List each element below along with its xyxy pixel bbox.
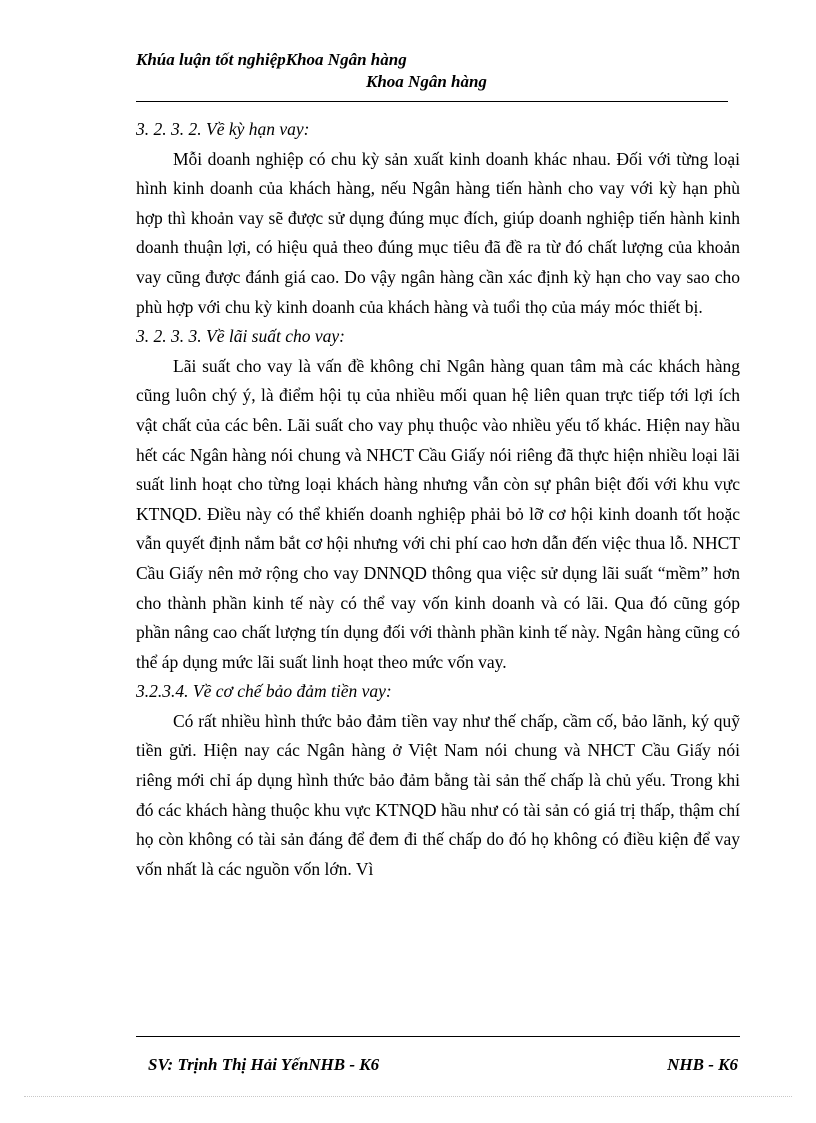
- footer-divider: [136, 1036, 740, 1037]
- footer-class: NHB - K6: [667, 1055, 738, 1074]
- footer-student: SV: Trịnh Thị Hải YếnNHB - K6: [148, 1055, 380, 1074]
- section-paragraph-lai-suat: Lãi suất cho vay là vấn đề không chỉ Ngân hàng quan tâm mà các khách hàng cũng luôn chý ý, là điểm hội tụ của nhiều mối quan hệ liên quan trực tiếp tới lợi ích vật chất của các bên. Lãi suất cho vay phụ thuộc vào nhiều yếu tố khác. Hiện nay hầu hết các Ngân hàng nói chung và NHCT Cầu Giấy nói riêng đã thực hiện nhiều loại lãi suất linh hoạt cho từng loại khách hàng nhưng vẫn còn sự phân biệt đối với khu vực KTNQD. Điều này có thể khiến doanh nghiệp phải bỏ lỡ cơ hội kinh doanh tốt hoặc vẫn quyết định nắm bắt cơ hội nhưng với chi phí cao hơn dẫn đến việc thua lỗ. NHCT Cầu Giấy nên mở rộng cho vay DNNQD thông qua việc sử dụng lãi suất “mềm” hơn cho thành phần kinh tế này có thể vay vốn kinh doanh và có lãi. Qua đó cũng góp phần nâng cao chất lượng tín dụng đối với thành phần kinh tế này. Ngân hàng cũng có thể áp dụng mức lãi suất linh hoạt theo mức vốn vay.: [136, 355, 740, 672]
- header-subtitle: Khoa Ngân hàng: [366, 72, 487, 91]
- section-paragraph-ky-han-vay: Mỗi doanh nghiệp có chu kỳ sản xuất kinh doanh khác nhau. Đối với từng loại hình kinh doanh của khách hàng, nếu Ngân hàng tiến hành cho vay với kỳ hạn phù hợp thì khoản vay sẽ được sử dụng đúng mục đích, giúp doanh nghiệp tiến hành kinh doanh thuận lợi, có hiệu quả theo đúng mục tiêu đã đề ra từ đó chất lượng của khoản vay cũng được đánh giá cao. Do vậy ngân hàng cần xác định kỳ hạn cho vay sao cho phù hợp với chu kỳ kinh doanh của khách hàng và tuổi thọ của máy móc thiết bị.: [136, 148, 740, 317]
- section-heading-bao-dam-tien-vay: 3.2.3.4. Về cơ chế bảo đảm tiền vay:: [136, 681, 392, 702]
- page-edge-divider: [24, 1096, 792, 1097]
- header-divider: [136, 101, 728, 102]
- header-title: Khúa luận tốt nghiệpKhoa Ngân hàng: [136, 50, 407, 69]
- section-paragraph-bao-dam-tien-vay: Có rất nhiều hình thức bảo đảm tiền vay như thế chấp, cầm cố, bảo lãnh, ký quỹ tiền gửi. Hiện nay các Ngân hàng ở Việt Nam nói chung và NHCT Cầu Giấy nói riêng mới chỉ áp dụng hình thức bảo đảm bằng tài sản thế chấp là chủ yếu. Trong khi đó các khách hàng thuộc khu vực KTNQD hầu như có tài sản có giá trị thấp, thậm chí họ còn không có tài sản đáng để đem đi thế chấp do đó họ không có điều kiện để vay vốn nhất là các nguồn vốn lớn. Vì: [136, 710, 740, 879]
- document-body: [136, 115, 740, 884]
- section-heading-ky-han-vay: 3. 2. 3. 2. Về kỳ hạn vay:: [136, 119, 310, 139]
- section-heading-lai-suat: 3. 2. 3. 3. Về lãi suất cho vay:: [136, 326, 345, 347]
